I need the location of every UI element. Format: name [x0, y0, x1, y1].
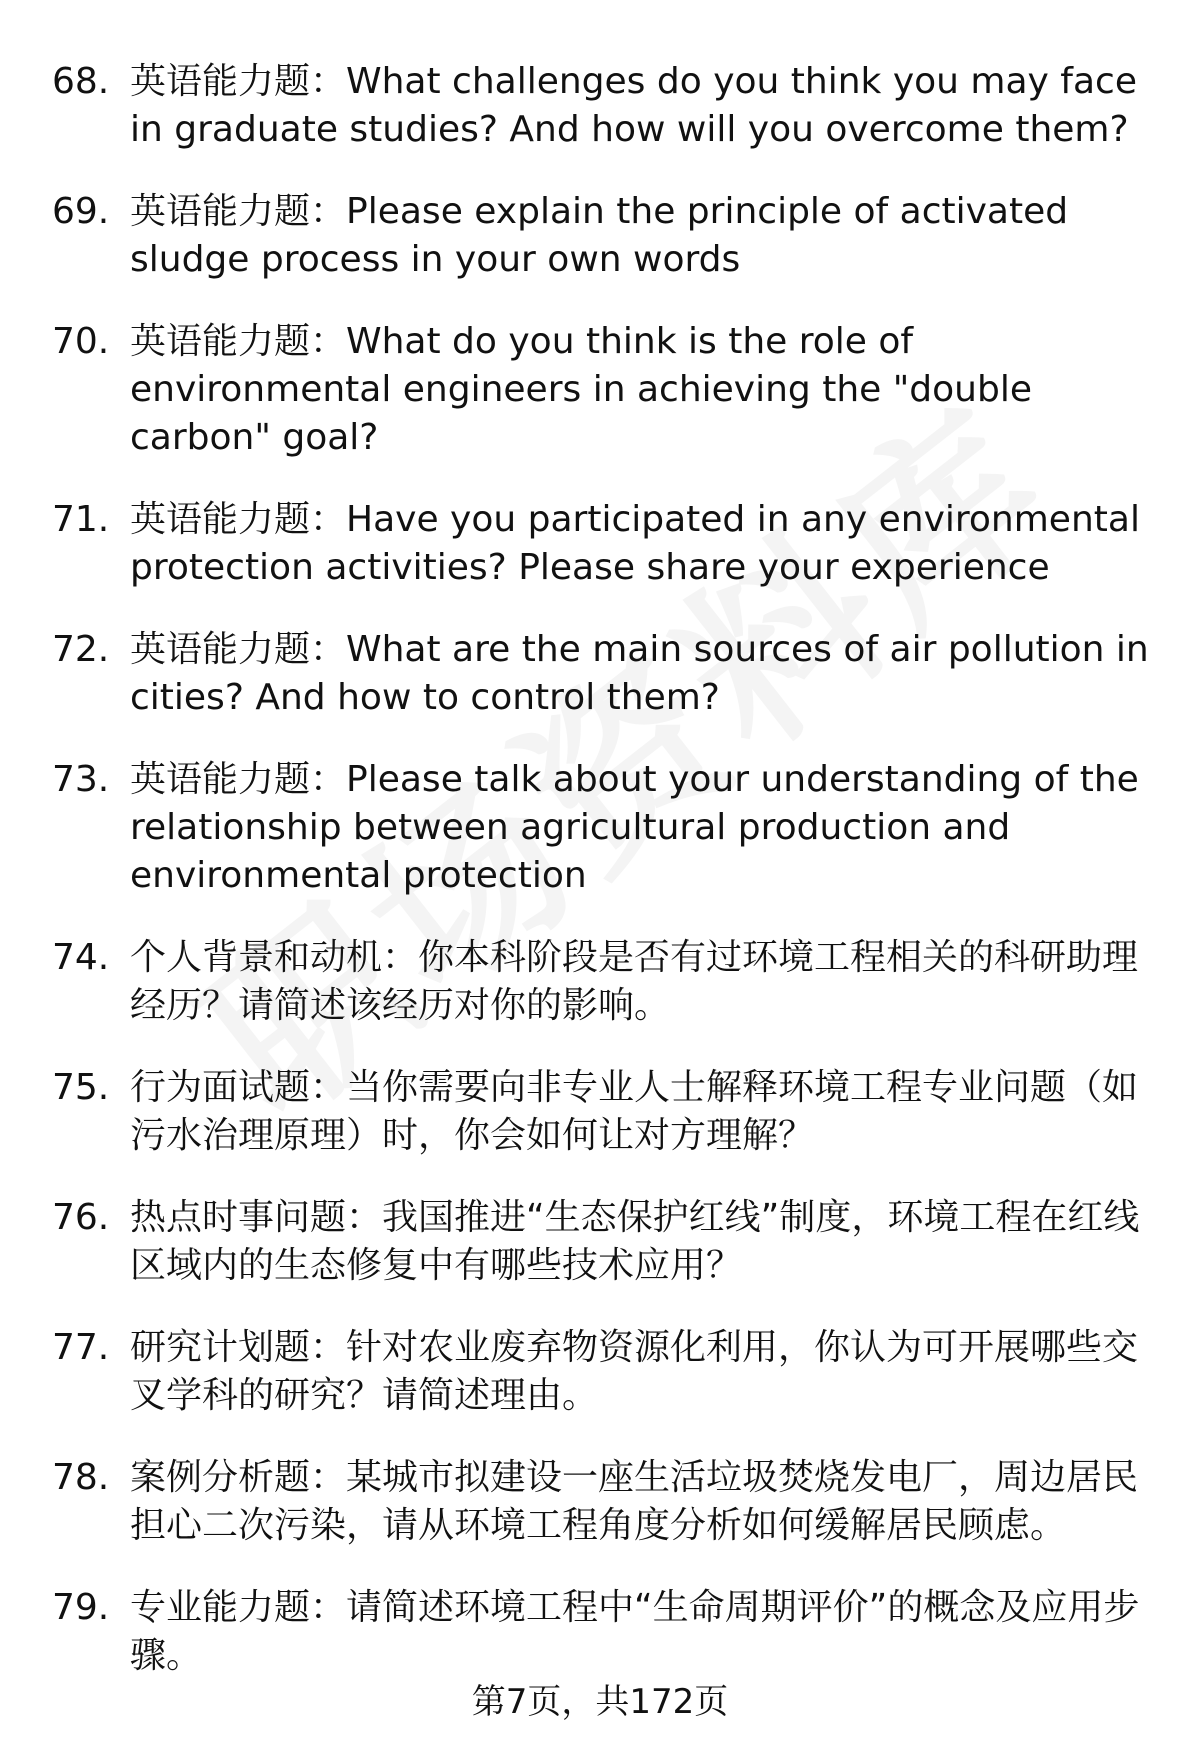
question-number: 77. — [52, 1327, 110, 1368]
question-category: 个人背景和动机： — [130, 937, 419, 978]
question-body — [128, 1324, 1162, 1420]
question-body — [128, 496, 1162, 592]
question-body — [128, 626, 1162, 722]
question-text: What are the main sources of air pollution in cities? And how to control them? — [130, 629, 1149, 718]
question-category: 研究计划题： — [130, 1327, 347, 1368]
question-category: 行为面试题： — [130, 1067, 347, 1108]
question-category: 案例分析题： — [130, 1457, 347, 1498]
question-text: 当你需要向非专业人士解释环境工程专业问题（如污水治理原理）时，你会如何让对方理解？ — [130, 1067, 1139, 1156]
question-category: 热点时事问题： — [130, 1197, 383, 1238]
question-body — [128, 1584, 1162, 1680]
question-body — [128, 1064, 1162, 1160]
question-list — [52, 58, 1162, 1714]
question-category: 英语能力题： — [130, 61, 347, 102]
question-text: 我国推进“生态保护红线”制度，环境工程在红线区域内的生态修复中有哪些技术应用？ — [130, 1197, 1140, 1286]
question-number: 73. — [52, 759, 110, 800]
question-text: 你本科阶段是否有过环境工程相关的科研助理经历？请简述该经历对你的影响。 — [130, 937, 1139, 1026]
question-text: What do you think is the role of environmental engineers in achieving the "double carbon" goal? — [130, 321, 1032, 458]
question-item — [52, 188, 1162, 284]
question-number: 78. — [52, 1457, 110, 1498]
question-item — [52, 756, 1162, 900]
question-number: 72. — [52, 629, 110, 670]
question-category: 英语能力题： — [130, 629, 347, 670]
question-body — [128, 756, 1162, 900]
question-text: 请简述环境工程中“生命周期评价”的概念及应用步骤。 — [130, 1587, 1140, 1676]
question-item — [52, 318, 1162, 462]
page-footer — [0, 1680, 1200, 1724]
question-item — [52, 496, 1162, 592]
question-text: Have you participated in any environmental protection activities? Please share your experience — [130, 499, 1140, 588]
question-item — [52, 934, 1162, 1030]
question-item — [52, 626, 1162, 722]
question-item — [52, 58, 1162, 154]
question-body — [128, 188, 1162, 284]
question-item — [52, 1454, 1162, 1550]
question-text: Please talk about your understanding of the relationship between agricultural production and environmental protection — [130, 759, 1139, 896]
question-number: 70. — [52, 321, 110, 362]
question-number: 71. — [52, 499, 110, 540]
question-category: 英语能力题： — [130, 321, 347, 362]
question-text: What challenges do you think you may face in graduate studies? And how will you overcome them? — [130, 61, 1137, 150]
question-category: 英语能力题： — [130, 759, 347, 800]
question-item — [52, 1584, 1162, 1680]
question-text: 针对农业废弃物资源化利用，你认为可开展哪些交叉学科的研究？请简述理由。 — [130, 1327, 1139, 1416]
question-body — [128, 1194, 1162, 1290]
question-body — [128, 58, 1162, 154]
question-number: 69. — [52, 191, 110, 232]
question-body — [128, 1454, 1162, 1550]
question-number: 68. — [52, 61, 110, 102]
question-body — [128, 318, 1162, 462]
question-body — [128, 934, 1162, 1030]
question-number: 76. — [52, 1197, 110, 1238]
question-item — [52, 1324, 1162, 1420]
question-item — [52, 1194, 1162, 1290]
question-number: 79. — [52, 1587, 110, 1628]
question-number: 75. — [52, 1067, 110, 1108]
question-text: 某城市拟建设一座生活垃圾焚烧发电厂，周边居民担心二次污染，请从环境工程角度分析如何缓解居民顾虑。 — [130, 1457, 1139, 1546]
question-text: Please explain the principle of activated sludge process in your own words — [130, 191, 1069, 280]
question-category: 英语能力题： — [130, 191, 347, 232]
page-number: 第7页，共172页 — [471, 1682, 729, 1722]
question-number: 74. — [52, 937, 110, 978]
question-item — [52, 1064, 1162, 1160]
question-category: 英语能力题： — [130, 499, 347, 540]
question-category: 专业能力题： — [130, 1587, 347, 1628]
